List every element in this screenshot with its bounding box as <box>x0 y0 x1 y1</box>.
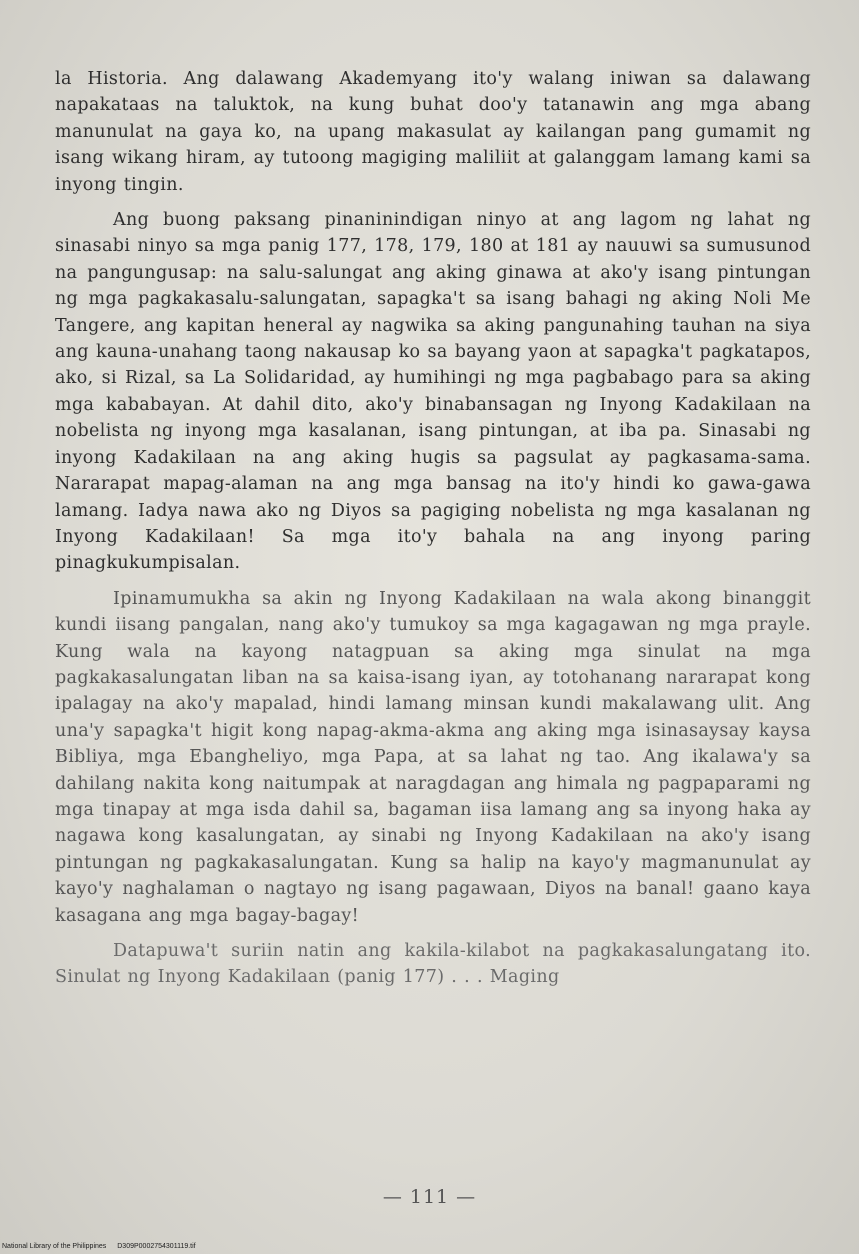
paragraph-4: Datapuwa't suriin natin ang kakila-kilabot na pagkakasalungatang ito. Sinulat ng Inyong Kadakilaan (panig 177) . . . Maging <box>55 941 811 988</box>
body-text <box>55 66 811 991</box>
paragraph-3: Ipinamumukha sa akin ng Inyong Kadakilaan na wala akong binanggit kundi iisang pangalan, nang ako'y tumukoy sa mga kagagawan ng mga prayle. Kung wala na kayong natagpuan sa aking mga sinulat na mga pagkakasalungatan liban na sa kaisa-isang iyan, ay totohanang nararapat kong ipalagay na ako'y mapalad, hindi lamang minsan kundi makalawang ulit. Ang una'y sapagka't higit kong napag-akma-akma ang aking mga isinasaysay kaysa Bibliya, mga Ebangheliyo, mga Papa, at sa lahat ng tao. Ang ikalawa'y sa dahilang nakita kong naitumpak at naragdagan ang himala ng pagpaparami ng mga tinapay at mga isda dahil sa, bagaman iisa lamang ang sa inyong haka ay nagawa kong kasalungatan, ay sinabi ng Inyong Kadakilaan na ako'y isang pintungan ng pagkakasalungatan. Kung sa halip na kayo'y magmanunulat ay kayo'y naghalaman o nagtayo ng isang pagawaan, Diyos na banal! gaano kaya kasagana ang mga bagay-bagay! <box>55 588 811 926</box>
file-code: D309P0002754301119.tif <box>117 1243 196 1250</box>
paragraph-1: la Historia. Ang dalawang Akademyang ito'y walang iniwan sa dalawang napakataas na taluktok, na kung buhat doo'y tatanawin ang mga abang manunulat na gaya ko, na upang makasulat ay kailangan pang gumamit ng isang wikang hiram, ay tutoong magiging maliliit at galanggam lamang kami sa inyong tingin. <box>55 69 811 195</box>
page-number: — 111 — <box>382 1186 477 1208</box>
library-credit: National Library of the Philippines <box>2 1243 107 1250</box>
paragraph-2: Ang buong paksang pinaninindigan ninyo at ang lagom ng lahat ng sinasabi ninyo sa mga panig 177, 178, 179, 180 at 181 ay nauuwi sa sumusunod na pangungusap: na salu-salungat ang aking ginawa at ako'y isang pintungan ng mga pagkakasalu-salungatan, sapagka't sa isang bahagi ng aking Noli Me Tangere, ang kapitan heneral ay nagwika sa aking pangunahing tauhan na siya ang kauna-unahang taong nakausap ko sa bayang yaon at sapagka't pagkatapos, ako, si Rizal, sa La Solidaridad, ay humihingi ng mga pagbabago para sa aking mga kababayan. At dahil dito, ako'y binabansagan ng Inyong Kadakilaan na nobelista ng inyong mga kasalanan, isang pintungan, at iba pa. Sinasabi ng inyong Kadakilaan na ang aking hugis sa pagsulat ay pagkasama-sama. Nararapat mapag-alaman na ang mga bansag na ito'y hindi ko gawa-gawa lamang. Iadya nawa ako ng Diyos sa pagiging nobelista ng mga kasalanan ng Inyong Kadakilaan! Sa mga ito'y bahala na ang inyong paring pinagkukumpisalan. <box>55 210 811 574</box>
scan-footer <box>2 1243 196 1250</box>
